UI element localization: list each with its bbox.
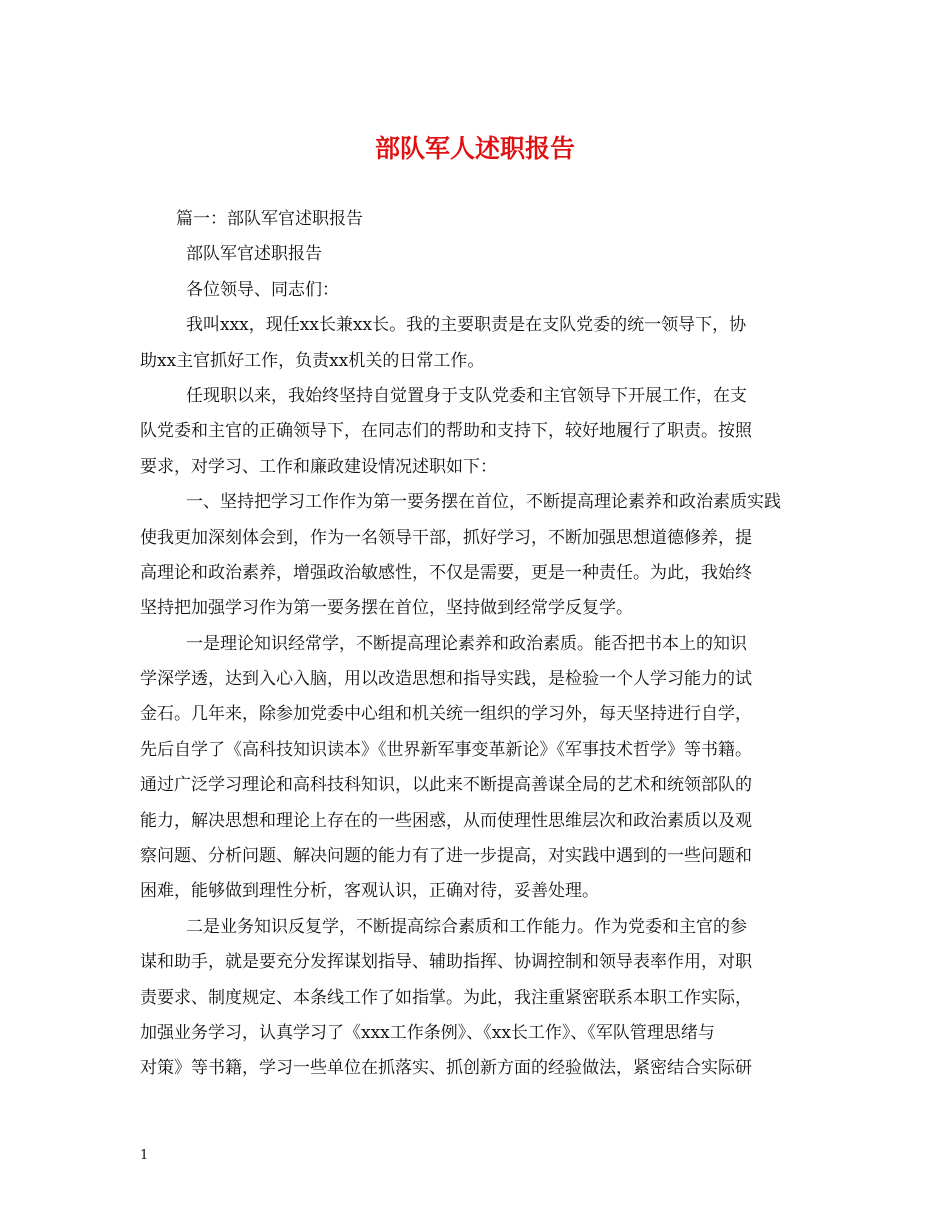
paragraph-line: 助xx主官抓好工作，负责xx机关的日常工作。 — [140, 350, 485, 371]
paragraph-line: 通过广泛学习理论和高科技科知识，以此来不断提高善谋全局的艺术和统领部队的 — [140, 775, 752, 796]
paragraph-line: 金石。几年来，除参加党委中心组和机关统一组织的学习外，每天坚持进行自学， — [140, 704, 752, 725]
paragraph-line: 责要求、制度规定、本条线工作了如指掌。为此，我注重紧密联系本职工作实际， — [140, 987, 752, 1008]
paragraph-line: 要求，对学习、工作和廉政建设情况述职如下： — [140, 456, 497, 477]
subtitle-line: 部队军官述职报告 — [186, 244, 322, 265]
paragraph-line: 使我更加深刻体会到，作为一名领导干部，抓好学习，不断加强思想道德修养，提 — [140, 527, 752, 548]
paragraph-line: 一、坚持把学习工作作为第一要务摆在首位，不断提高理论素养和政治素质实践 — [186, 492, 781, 513]
document-title: 部队军人述职报告 — [374, 134, 575, 163]
section-heading: 篇一：部队军官述职报告 — [176, 209, 363, 229]
paragraph-line: 对策》等书籍，学习一些单位在抓落实、抓创新方面的经验做法，紧密结合实际研 — [140, 1058, 752, 1079]
paragraph-line: 队党委和主官的正确领导下，在同志们的帮助和支持下，较好地履行了职责。按照 — [140, 421, 752, 442]
paragraph-line: 加强业务学习，认真学习了《xxx工作条例》、《xx长工作》、《军队管理思绪与 — [140, 1022, 715, 1043]
paragraph-line: 我叫xxx，现任xx长兼xx长。我的主要职责是在支队党委的统一领导下，协 — [186, 315, 747, 336]
paragraph-line: 一是理论知识经常学，不断提高理论素养和政治素质。能否把书本上的知识 — [186, 633, 747, 654]
paragraph-line: 高理论和政治素养，增强政治敏感性，不仅是需要，更是一种责任。为此，我始终 — [140, 562, 752, 583]
salutation-line: 各位领导、同志们： — [186, 279, 339, 300]
paragraph-line: 任现职以来，我始终坚持自觉置身于支队党委和主官领导下开展工作，在支 — [186, 385, 747, 406]
paragraph-line: 坚持把加强学习作为第一要务摆在首位，坚持做到经常学反复学。 — [140, 598, 633, 619]
paragraph-line: 察问题、分析问题、解决问题的能力有了进一步提高，对实践中遇到的一些问题和 — [140, 846, 752, 867]
page-number: 1 — [140, 1148, 149, 1163]
paragraph-line: 先后自学了《高科技知识读本》《世界新军事变革新论》《军事技术哲学》等书籍。 — [140, 739, 752, 760]
document-body — [140, 202, 820, 1087]
paragraph-line: 困难，能够做到理性分析，客观认识，正确对待，妥善处理。 — [140, 881, 599, 902]
paragraph-line: 学深学透，达到入心入脑，用以改造思想和指导实践，是检验一个人学习能力的试 — [140, 669, 752, 690]
paragraph-line: 能力，解决思想和理论上存在的一些困惑，从而使理性思维层次和政治素质以及观 — [140, 810, 752, 831]
paragraph-line: 二是业务知识反复学，不断提高综合素质和工作能力。作为党委和主官的参 — [186, 916, 747, 937]
paragraph-line: 谋和助手，就是要充分发挥谋划指导、辅助指挥、协调控制和领导表率作用，对职 — [140, 952, 752, 973]
